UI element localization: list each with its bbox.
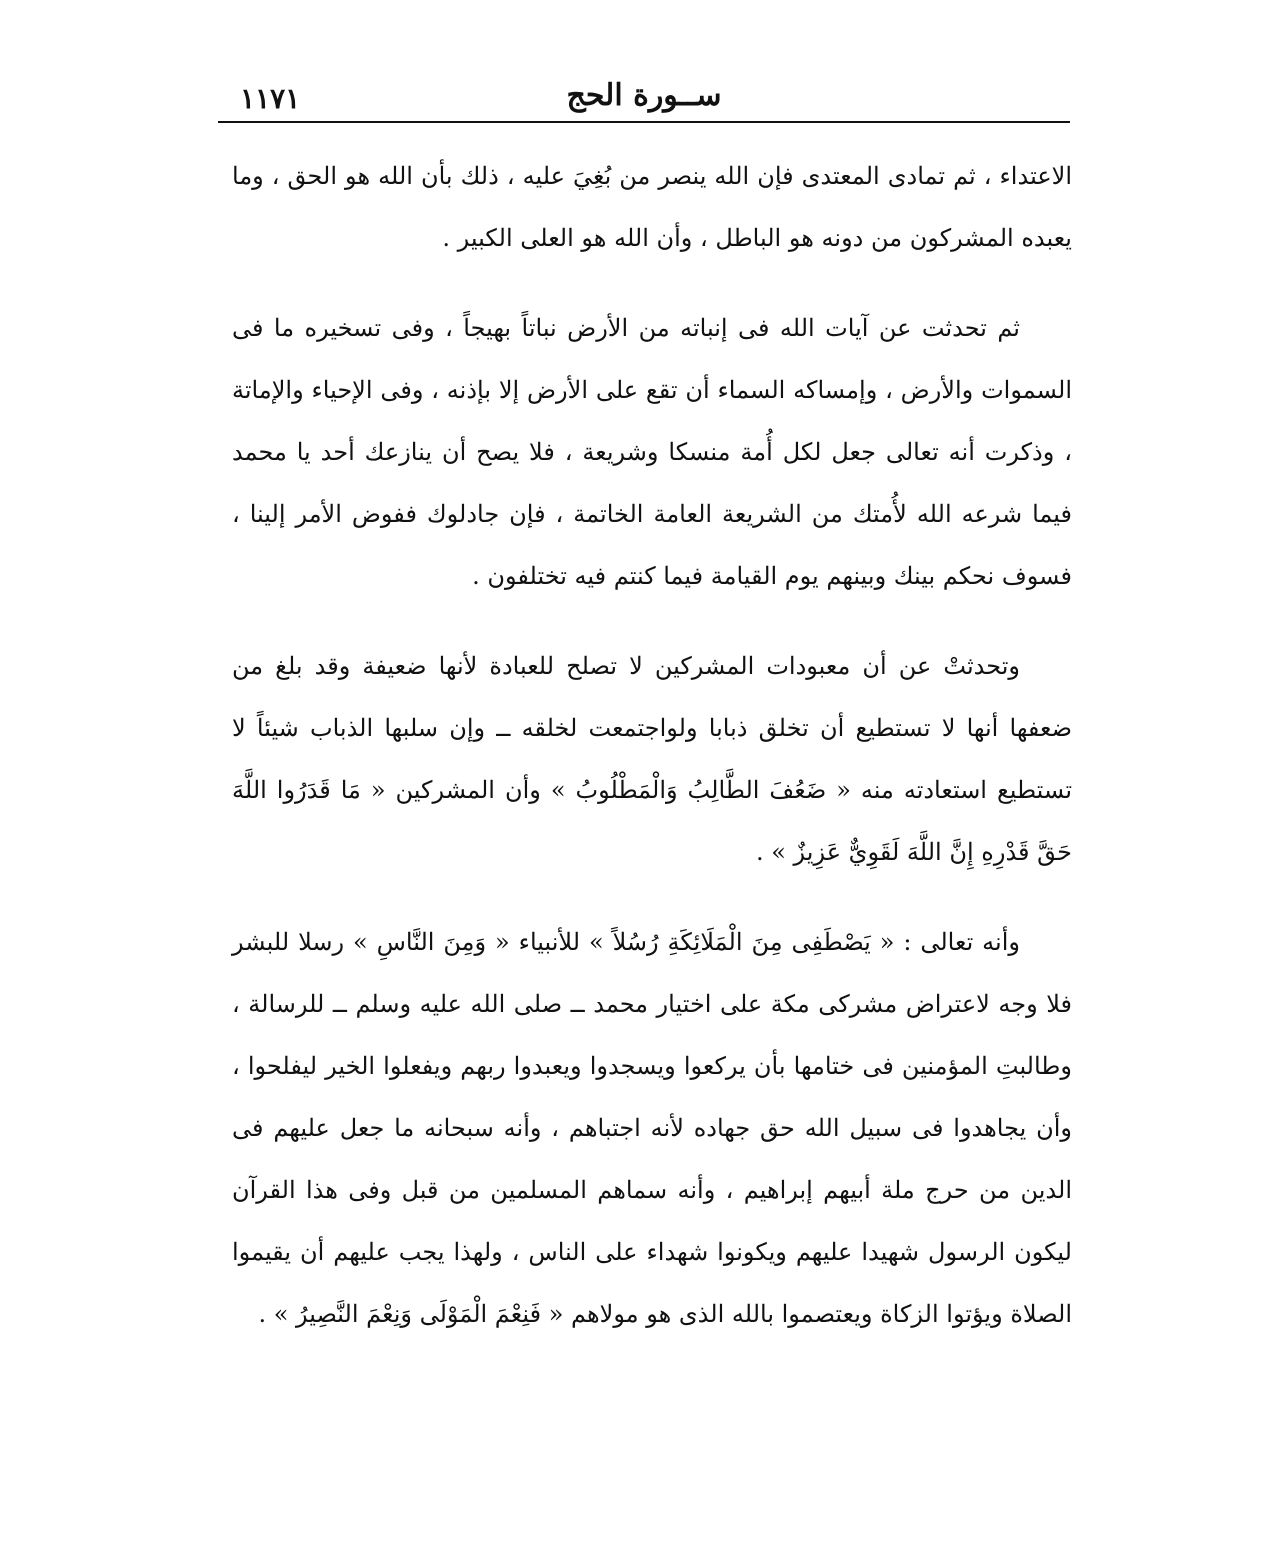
page-header (218, 78, 1070, 118)
header-divider (218, 121, 1070, 123)
paragraph: الاعتداء ، ثم تمادى المعتدى فإن الله ينصر من بُغِيَ عليه ، ذلك بأن الله هو الحق ، وما يعبده المشركون من دونه هو الباطل ، وأن الله هو العلى الكبير . (232, 162, 1072, 252)
page-body (232, 145, 1072, 1345)
page-number: ١١٧١ (240, 82, 301, 115)
paragraph: ثم تحدثت عن آيات الله فى إنباته من الأرض نباتاً بهيجاً ، وفى تسخيره ما فى السموات والأرض ، وإمساكه السماء أن تقع على الأرض إلا بإذنه ، وفى الإحياء والإماتة ، وذكرت أنه تعالى جعل لكل أُمة منسكا وشريعة ، فلا يصح أن ينازعك أحد يا محمد فيما شرعه الله لأُمتك من الشريعة العامة الخاتمة ، فإن جادلوك ففوض الأمر إلينا ، فسوف نحكم بينك وبينهم يوم القيامة فيما كنتم فيه تختلفون . (232, 314, 1072, 590)
paragraph: وتحدثتْ عن أن معبودات المشركين لا تصلح للعبادة لأنها ضعيفة وقد بلغ من ضعفها أنها لا تستطيع أن تخلق ذبابا ولواجتمعت لخلقه ــ وإن سلبها الذباب شيئاً لا تستطيع استعادته منه « ضَعُفَ الطَّالِبُ وَالْمَطْلُوبُ » وأن المشركين « مَا قَدَرُوا اللَّهَ حَقَّ قَدْرِهِ إِنَّ اللَّهَ لَقَوِيٌّ عَزِيزٌ » . (232, 652, 1072, 866)
paragraph: وأنه تعالى : « يَصْطَفِى مِنَ الْمَلَائِكَةِ رُسُلاً » للأنبياء « وَمِنَ النَّاسِ » رسلا للبشر فلا وجه لاعتراض مشركى مكة على اختيار محمد ــ صلى الله عليه وسلم ــ للرسالة ، وطالبتِ المؤمنين فى ختامها بأن يركعوا ويسجدوا ويعبدوا ربهم ويفعلوا الخير ليفلحوا ، وأن يجاهدوا فى سبيل الله حق جهاده لأنه اجتباهم ، وأنه سبحانه ما جعل عليهم فى الدين من حرج ملة أبيهم إبراهيم ، وأنه سماهم المسلمين من قبل وفى هذا القرآن ليكون الرسول شهيدا عليهم ويكونوا شهداء على الناس ، ولهذا يجب عليهم أن يقيموا الصلاة ويؤتوا الزكاة ويعتصموا بالله الذى هو مولاهم « فَنِعْمَ الْمَوْلَى وَنِعْمَ النَّصِيرُ » . (232, 928, 1072, 1328)
surah-title: ســورة الحج (566, 78, 722, 113)
